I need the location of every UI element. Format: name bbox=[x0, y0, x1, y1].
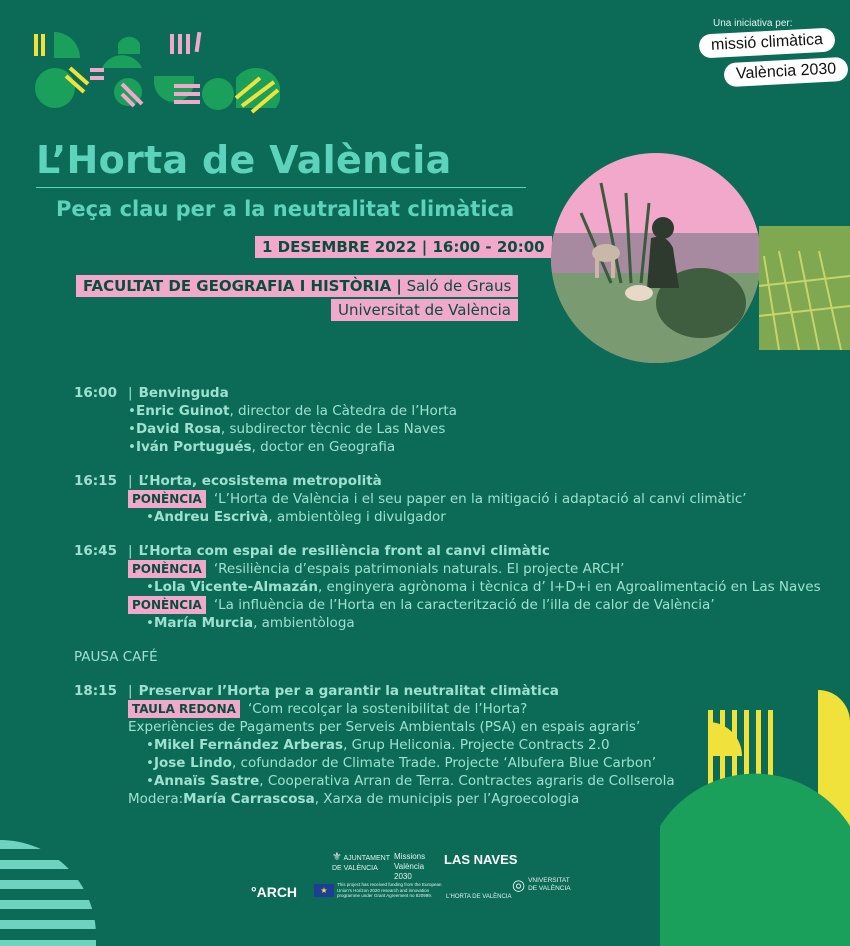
agenda-time: 16:00 bbox=[74, 385, 117, 401]
decorative-stripes-left bbox=[0, 840, 100, 946]
speaker-row: • Annaïs Sastre , Cooperativa Arran de Terra. Contractes agraris de Collserola bbox=[146, 773, 675, 789]
speaker-row: • Mikel Fernández Arberas , Grup Heliconia. Projecte Contracts 2.0 bbox=[146, 737, 610, 753]
title-divider bbox=[36, 187, 526, 188]
logo-lasnaves: LAS NAVES bbox=[444, 852, 518, 867]
agenda-title: L’Horta, ecosistema metropolità bbox=[138, 473, 382, 489]
talk-row: TAULA REDONA ‘Com recolçar la sostenibilitat de l’Horta? bbox=[74, 700, 794, 718]
mission-badge-line1: missió climàtica bbox=[698, 27, 835, 58]
eu-funding-text: This project has received funding from the European Union's Horizon 2020 research and innovation programme under Grant Agreement no 820999. bbox=[337, 882, 442, 898]
speaker-row: • Enric Guinot , director de la Càtedra de l’Horta bbox=[128, 403, 457, 419]
moderator-row: Modera: María Carrascosa , Xarxa de municipis per l’Agroecologia bbox=[128, 791, 580, 807]
venue-room: Saló de Graus bbox=[401, 277, 512, 295]
agenda-item-heading: 18:15 | Preservar l’Horta per a garantir la neutralitat climàtica bbox=[74, 683, 559, 699]
agenda-time: 18:15 bbox=[74, 683, 117, 699]
event-date: 1 DESEMBRE 2022 | 16:00 - 20:00 bbox=[255, 236, 552, 258]
page-title: L’Horta de València bbox=[36, 138, 452, 182]
crops-photo bbox=[759, 226, 850, 350]
mission-badge-line2: València 2030 bbox=[723, 57, 848, 87]
eu-flag-icon: ★ bbox=[314, 884, 334, 897]
logo-ajuntament: ⚜ AJUNTAMENT DE VALÈNCIA bbox=[332, 851, 390, 872]
speaker-row: • Jose Lindo , cofundador de Climate Trade. Projecte ‘Albufera Blue Carbon’ bbox=[146, 755, 656, 771]
venue-university: Universitat de València bbox=[331, 299, 518, 321]
initiative-label: Una iniciativa per: bbox=[713, 18, 793, 29]
decorative-shapes-right bbox=[660, 690, 850, 946]
talk-tag: PONÈNCIA bbox=[128, 596, 206, 614]
agenda-title: L’Horta com espai de resiliència front al canvi climàtic bbox=[138, 543, 550, 559]
talk-row: PONÈNCIA ‘Resiliència d’espais patrimonials naturals. El projecte ARCH’ bbox=[74, 560, 794, 578]
farmer-photo bbox=[551, 153, 761, 363]
talk-row: PONÈNCIA ‘La influència de l’Horta en la caracterització de l’illa de calor de València’ bbox=[74, 596, 794, 614]
agenda-item-heading: 16:45 | L’Horta com espai de resiliència front al canvi climàtic bbox=[74, 543, 550, 559]
agenda-title: Benvinguda bbox=[138, 385, 229, 401]
talk-row-cont: Experiències de Pagaments per Serveis Ambientals (PSA) en espais agraris’ bbox=[128, 719, 641, 735]
uv-seal-icon: ◎ bbox=[512, 877, 526, 894]
speaker-row: • Iván Portugués , doctor en Geografia bbox=[128, 439, 396, 455]
agenda-item-heading: 16:15 | L’Horta, ecosistema metropolità bbox=[74, 473, 382, 489]
agenda-title: Preservar l’Horta per a garantir la neutralitat climàtica bbox=[138, 683, 559, 699]
speaker-row: • María Murcia , ambientòloga bbox=[146, 615, 355, 631]
venue-faculty: FACULTAT DE GEOGRAFIA I HISTÒRIA | bbox=[83, 277, 402, 295]
agenda-item-heading: 16:00 | Benvinguda bbox=[74, 385, 229, 401]
logo-missions: Missions València 2030 bbox=[394, 852, 426, 881]
speaker-row: • Andreu Escrivà , ambientòleg i divulgador bbox=[146, 509, 446, 525]
speaker-row: • Lola Vicente-Almazán , enginyera agrònoma i tècnica d’ I+D+i en Agroalimentació en Las Naves bbox=[146, 579, 821, 595]
agenda-time: 16:15 bbox=[74, 473, 117, 489]
event-venue bbox=[76, 275, 518, 297]
talk-tag: PONÈNCIA bbox=[128, 560, 206, 578]
ajuntament-icon: ⚜ bbox=[332, 851, 342, 863]
speaker-row: • David Rosa , subdirector tècnic de Las Naves bbox=[128, 421, 446, 437]
pause-label: PAUSA CAFÉ bbox=[74, 649, 158, 665]
talk-tag: TAULA REDONA bbox=[128, 700, 240, 718]
page-subtitle: Peça clau per a la neutralitat climàtica bbox=[56, 197, 515, 221]
logo-horta: L'HORTA DE VALÈNCIA bbox=[446, 894, 512, 900]
decorative-logo bbox=[30, 28, 280, 118]
logo-uv: ◎ VNIVERSITAT DE VALÈNCIA bbox=[512, 877, 571, 894]
agenda-time: 16:45 bbox=[74, 543, 117, 559]
talk-row: PONÈNCIA ‘L’Horta de València i el seu paper en la mitigació i adaptació al canvi climàtic’ bbox=[74, 490, 794, 508]
talk-tag: PONÈNCIA bbox=[128, 490, 206, 508]
logo-arch: °ARCH bbox=[251, 884, 298, 900]
